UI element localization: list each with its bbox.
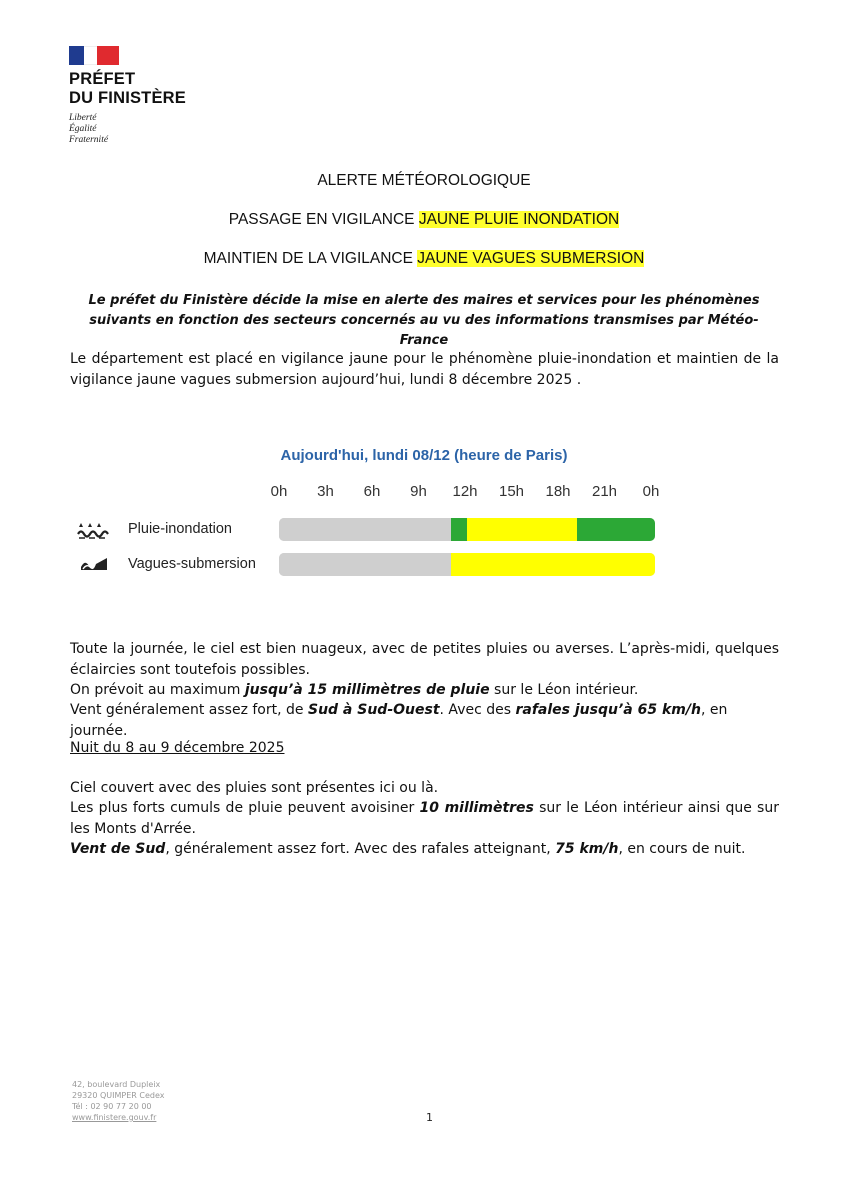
segment-none-0h-11h bbox=[279, 553, 451, 576]
night-wind-direction: Vent de Sud bbox=[70, 841, 166, 857]
day-forecast-wind bbox=[70, 700, 779, 741]
row-label-pluie-inondation: Pluie-inondation bbox=[128, 521, 232, 537]
row-label-vagues-submersion: Vagues-submersion bbox=[128, 556, 256, 572]
republic-motto bbox=[69, 113, 108, 146]
prefecture-line-1: PRÉFET bbox=[69, 70, 136, 88]
day-rain-amount: jusqu’à 15 millimètres de pluie bbox=[244, 682, 490, 698]
day-forecast-sky: Toute la journée, le ciel est bien nuageux, avec de petites pluies ou averses. L’après-midi, quelques éclaircies sont toutefois possibles. bbox=[70, 641, 779, 678]
day-wind-direction: Sud à Sud-Ouest bbox=[307, 702, 440, 718]
footer-address-2: 29320 QUIMPER Cedex bbox=[72, 1091, 165, 1100]
footer-phone: Tél : 02 90 77 20 00 bbox=[72, 1102, 152, 1111]
hour-tick-2: 6h bbox=[363, 483, 381, 500]
timeline-bar-vagues-submersion bbox=[279, 553, 655, 576]
hour-tick-7: 21h bbox=[591, 483, 618, 500]
hour-tick-1: 3h bbox=[317, 483, 334, 500]
day-rain-text-a: On prévoit au maximum bbox=[70, 682, 245, 698]
night-forecast-sky: Ciel couvert avec des pluies sont présentes ici ou là. bbox=[70, 780, 439, 796]
flag-red-stripe bbox=[97, 46, 119, 65]
vigilance-change-highlight: JAUNE PLUIE INONDATION bbox=[418, 211, 620, 228]
vigilance-maintain-title bbox=[0, 250, 848, 268]
segment-green-11h-12h bbox=[451, 518, 467, 541]
hour-tick-0: 0h bbox=[270, 483, 288, 500]
hour-tick-6: 18h bbox=[545, 483, 571, 500]
night-forecast-rain bbox=[70, 798, 779, 839]
night-wind-gusts: 75 km/h bbox=[555, 841, 619, 857]
segment-green-19h-24h bbox=[577, 518, 655, 541]
waves-submersion-icon bbox=[80, 557, 108, 571]
flag-white-stripe bbox=[84, 46, 97, 65]
vigilance-maintain-prefix: MAINTIEN DE LA VIGILANCE bbox=[203, 250, 418, 267]
night-forecast-wind bbox=[70, 839, 779, 860]
day-rain-text-c: sur le Léon intérieur. bbox=[489, 682, 639, 698]
day-forecast-rain bbox=[70, 680, 779, 701]
rain-flood-icon bbox=[77, 522, 109, 540]
night-heading: Nuit du 8 au 9 décembre 2025 bbox=[70, 740, 285, 756]
vigilance-change-prefix: PASSAGE EN VIGILANCE bbox=[228, 211, 419, 228]
footer-contact bbox=[72, 1079, 165, 1123]
vigilance-maintain-highlight: JAUNE VAGUES SUBMERSION bbox=[417, 250, 645, 267]
hour-tick-4: 12h bbox=[452, 483, 478, 500]
motto-egalite: Égalité bbox=[69, 124, 97, 134]
night-rain-amount: 10 millimètres bbox=[419, 800, 534, 816]
chart-title: Aujourd'hui, lundi 08/12 (heure de Paris) bbox=[280, 447, 568, 464]
night-wind-text-d: , en cours de nuit. bbox=[618, 841, 746, 857]
day-wind-gusts: rafales jusqu’à 65 km/h bbox=[515, 702, 701, 718]
segment-yellow-12h-19h bbox=[467, 518, 577, 541]
segment-none-0h-11h bbox=[279, 518, 451, 541]
republic-flag-logo bbox=[69, 46, 119, 65]
day-wind-text-c: . Avec des bbox=[439, 702, 516, 718]
night-rain-text-c: sur le Léon intérieur ainsi que sur les Monts d'Arrée. bbox=[70, 800, 779, 837]
prefecture-name bbox=[69, 70, 186, 108]
timeline-bar-pluie-inondation bbox=[279, 518, 655, 541]
hour-tick-5: 15h bbox=[498, 483, 525, 500]
intro-statement: Le préfet du Finistère décide la mise en alerte des maires et services pour les phénomènes suivants en fonction des secteurs concernés au vu des informations transmises par Météo-France bbox=[88, 293, 760, 348]
day-wind-text-a: Vent généralement assez fort, de bbox=[70, 702, 308, 718]
alert-title: ALERTE MÉTÉOROLOGIQUE bbox=[317, 172, 531, 189]
footer-website-link[interactable]: www.finistere.gouv.fr bbox=[72, 1113, 157, 1122]
motto-liberte: Liberté bbox=[69, 113, 97, 123]
summary-paragraph: Le département est placé en vigilance jaune pour le phénomène pluie-inondation et maintien de la vigilance jaune vagues submersion aujourd’hui, lundi 8 décembre 2025 . bbox=[70, 351, 779, 388]
night-wind-text-b: , généralement assez fort. Avec des rafales atteignant, bbox=[165, 841, 556, 857]
vigilance-change-title bbox=[0, 211, 848, 229]
motto-fraternite: Fraternité bbox=[69, 135, 109, 145]
night-rain-text-a: Les plus forts cumuls de pluie peuvent avoisiner bbox=[70, 800, 420, 816]
segment-yellow-11h-24h bbox=[451, 553, 655, 576]
footer-address-1: 42, boulevard Dupleix bbox=[72, 1080, 161, 1089]
prefecture-line-2: DU FINISTÈRE bbox=[69, 89, 186, 107]
hour-tick-8: 0h bbox=[642, 483, 660, 500]
hour-tick-3: 9h bbox=[410, 483, 427, 500]
flag-blue-stripe bbox=[69, 46, 84, 65]
page-number: 1 bbox=[426, 1111, 433, 1124]
day-wind-text-e: , en journée. bbox=[70, 702, 728, 739]
